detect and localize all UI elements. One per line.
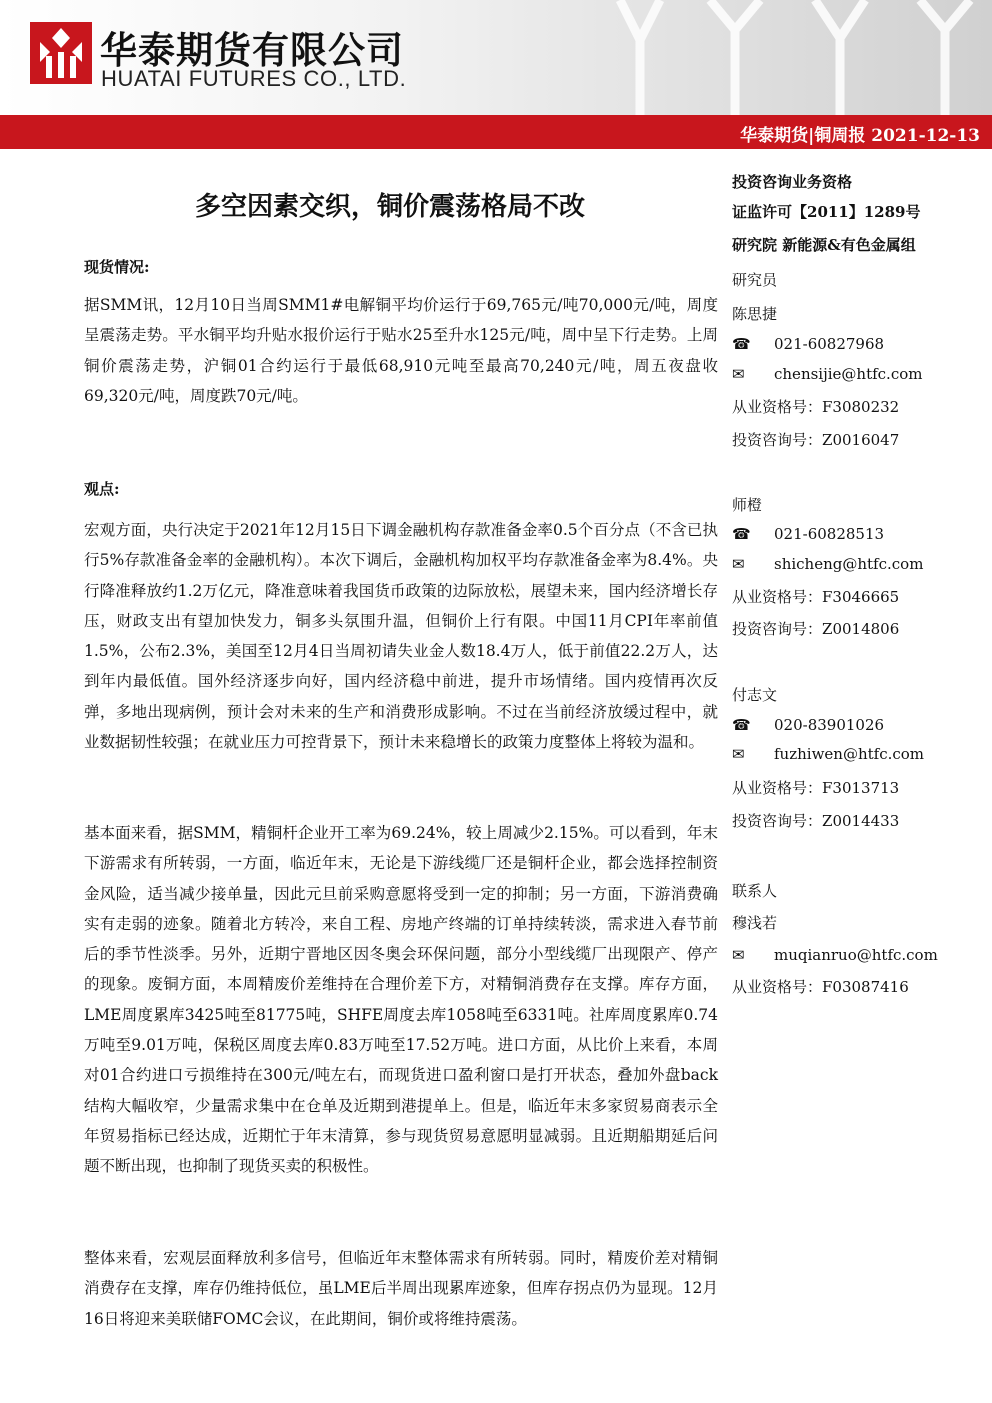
- envelope-icon: ✉: [732, 555, 745, 573]
- page-header: [0, 0, 992, 115]
- view-paragraph-1: 宏观方面，央行决定于2021年12月15日下调金融机构存款准备金率0.5个百分点（不含已执行5%存款准备金率的金融机构）。本次下调后，金融机构加权平均存款准备金率为8.4%。央行降准释放约1.2万亿元，降准意味着我国货币政策的边际放松，展望未来，国内经济增长存压，财政支出有望加快发力，铜多头氛围升温，但铜价上行有限。中国11月CPI年率前值1.5%，公布2.3%，美国至12月4日当周初请失业金人数18.4万人，低于前值22.2万人，达到年内最低值。国外经济逐步向好，国内经济稳中前进，提升市场情绪。国内疫情再次反弹，多地出现病例，预计会对未来的生产和消费形成影响。不过在当前经济放缓过程中，就业数据韧性较强；在就业压力可控背景下，预计未来稳增长的政策力度整体上将较为温和。: [84, 521, 718, 752]
- contact-name: 穆浅若: [732, 914, 778, 932]
- qualification-1: 投资咨询业务资格: [732, 173, 853, 191]
- cert-label: 从业资格号：: [732, 398, 823, 416]
- analyst-email[interactable]: fuzhiwen@htfc.com: [774, 745, 925, 763]
- phone-icon: ☎: [732, 335, 751, 353]
- contact-email[interactable]: muqianruo@htfc.com: [774, 946, 938, 964]
- qualification-2: 证监许可【2011】1289号: [732, 203, 921, 221]
- analyst-phone: 021-60828513: [774, 525, 885, 543]
- phone-icon: ☎: [732, 525, 751, 543]
- cert-label: 从业资格号：: [732, 779, 823, 797]
- analyst-phone: 020-83901026: [774, 716, 885, 734]
- contact-cert: F03087416: [822, 978, 909, 996]
- analyst-consult: Z0014806: [822, 620, 900, 638]
- analyst-email[interactable]: shicheng@htfc.com: [774, 555, 924, 573]
- report-tag: 华泰期货|铜周报 2021-12-13: [740, 126, 980, 146]
- analyst-consult: Z0014433: [822, 812, 900, 830]
- header-decoration: [600, 0, 992, 115]
- consult-label: 投资咨询号：: [732, 812, 823, 830]
- phone-icon: ☎: [732, 716, 751, 734]
- view-heading: 观点:: [84, 480, 120, 498]
- envelope-icon: ✉: [732, 365, 745, 383]
- analyst-name: 付志文: [732, 686, 778, 704]
- cert-label: 从业资格号：: [732, 978, 823, 996]
- role-researcher: 研究员: [732, 271, 778, 289]
- cert-label: 从业资格号：: [732, 588, 823, 606]
- analyst-consult: Z0016047: [822, 431, 900, 449]
- analyst-cert: F3046665: [822, 588, 900, 606]
- report-title: 多空因素交织，铜价震荡格局不改: [194, 192, 585, 222]
- spot-paragraph: 据SMM讯，12月10日当周SMM1#电解铜平均价运行于69,765元/吨70,000元/吨，周度呈震荡走势。平水铜平均升贴水报价运行于贴水25至升水125元/吨，周中呈下行走势。上周铜价震荡走势，沪铜01合约运行于最低68,910元吨至最高70,240元/吨，周五夜盘收69,320元/吨，周度跌70元/吨。: [84, 296, 718, 405]
- analyst-name: 师橙: [732, 496, 763, 514]
- consult-label: 投资咨询号：: [732, 620, 823, 638]
- department: 研究院 新能源&有色金属组: [732, 236, 916, 254]
- consult-label: 投资咨询号：: [732, 431, 823, 449]
- company-name-cn: 华泰期货有限公司: [100, 29, 404, 72]
- role-contact: 联系人: [732, 882, 778, 900]
- envelope-icon: ✉: [732, 745, 745, 763]
- analyst-phone: 021-60827968: [774, 335, 885, 353]
- analyst-cert: F3080232: [822, 398, 900, 416]
- spot-heading: 现货情况:: [84, 258, 150, 276]
- company-name-en: HUATAI FUTURES CO., LTD.: [101, 66, 407, 91]
- view-paragraph-3: 整体来看，宏观层面释放利多信号，但临近年末整体需求有所转弱。同时，精废价差对精铜消费存在支撑，库存仍维持低位，虽LME后半周出现累库迹象，但库存拐点仍为显现。12月16日将迎来美联储FOMC会议，在此期间，铜价或将维持震荡。: [84, 1249, 718, 1328]
- huatai-logo-icon: [30, 22, 92, 84]
- envelope-icon: ✉: [732, 946, 745, 964]
- view-paragraph-2: 基本面来看，据SMM，精铜杆企业开工率为69.24%，较上周减少2.15%。可以看到，年末下游需求有所转弱，一方面，临近年末，无论是下游线缆厂还是铜杆企业，都会选择控制资金风险，适当减少接单量，因此元旦前采购意愿将受到一定的抑制；另一方面，下游消费确实有走弱的迹象。随着北方转冷，来自工程、房地产终端的订单持续转淡，需求进入春节前后的季节性淡季。另外，近期宁晋地区因冬奥会环保问题，部分小型线缆厂出现限产、停产的现象。废铜方面，本周精废价差维持在合理价差下方，对精铜消费存在支撑。库存方面，LME周度累库3425吨至81775吨，SHFE周度去库1058吨至6331吨。社库周度累库0.74万吨至9.01万吨，保税区周度去库0.83万吨至17.52万吨。进口方面，从比价上来看，本周对01合约进口亏损维持在300元/吨左右，而现货进口盈利窗口是打开状态，叠加外盘back结构大幅收窄，少量需求集中在仓单及近期到港提单上。但是，临近年末多家贸易商表示全年贸易指标已经达成，近期忙于年末清算，参与现货贸易意愿明显减弱。且近期船期延后问题不断出现，也抑制了现货买卖的积极性。: [84, 824, 718, 1176]
- analyst-cert: F3013713: [822, 779, 900, 797]
- analyst-email[interactable]: chensijie@htfc.com: [774, 365, 923, 383]
- analyst-name: 陈思捷: [732, 305, 778, 323]
